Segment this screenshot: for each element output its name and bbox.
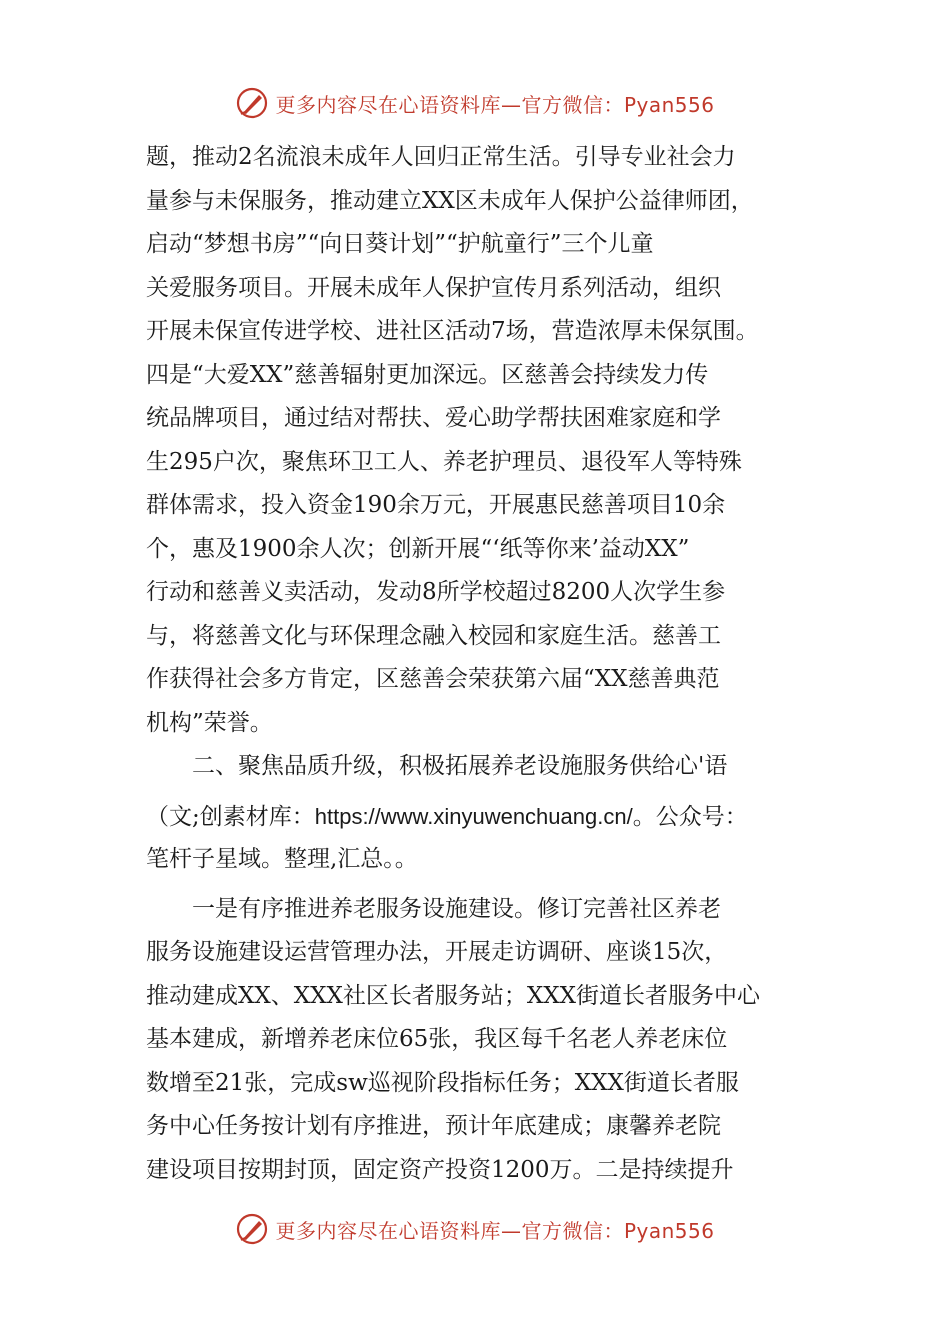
body-line: 行动和慈善义卖活动，发动8所学校超过8200人次学生参 <box>146 579 726 605</box>
body-line: 务中心任务按计划有序推进，预计年底建成；康馨养老院 <box>146 1113 721 1139</box>
body-line: 与，将慈善文化与环保理念融入校园和家庭生活。慈善工 <box>146 622 721 649</box>
body-line: 启动“梦想书房”“向日葵计划”“护航童行”三个儿童 <box>146 231 654 257</box>
body-line: 建设项目按期封顶，固定资产投资1200万。二是持续提升 <box>146 1156 734 1183</box>
header-banner <box>0 83 950 123</box>
body-line: 一是有序推进养老服务设施建设。修订完善社区养老 <box>192 895 721 922</box>
body-line: 关爱服务项目。开展未成年人保护宣传月系列活动，组织 <box>146 274 721 301</box>
body-line: 推动建成XX、XXX社区长者服务站；XXX街道长者服务中心 <box>146 982 760 1009</box>
source-line <box>146 795 808 839</box>
section-heading: 二、聚焦品质升级，积极拓展养老设施服务供给心'语 <box>192 753 728 779</box>
body-line: 基本建成，新增养老床位65张，我区每千名老人养老床位 <box>146 1026 728 1052</box>
body-line: 生295户次，聚焦环卫工人、养老护理员、退役军人等特殊 <box>146 448 742 475</box>
body-line: 数增至21张，完成sw巡视阶段指标任务；XXX街道长者服 <box>146 1069 739 1096</box>
source-prefix: （文;创素材库： <box>146 803 315 830</box>
footer-banner <box>0 1209 950 1249</box>
body-line: 题，推动2名流浪未成年人回归正常生活。引导专业社会力 <box>146 144 736 170</box>
footer-banner-text: 更多内容尽在心语资料库—官方微信：Pyan556 <box>275 1218 715 1243</box>
body-line: 个，惠及1900余人次；创新开展“‘纸等你来’益动XX” <box>146 535 690 562</box>
body-line: 作获得社会多方肯定，区慈善会荣获第六届“XX慈善典范 <box>146 666 720 692</box>
source-line-2: 笔杆子星域。整理,汇总。。 <box>146 846 418 872</box>
body-line: 统品牌项目，通过结对帮扶、爱心助学帮扶困难家庭和学 <box>146 405 721 431</box>
body-line: 开展未保宣传进学校、进社区活动7场，营造浓厚未保氛围。 <box>146 318 759 344</box>
body-line: 量参与未保服务，推动建立XX区未成年人保护公益律师团， <box>146 187 754 214</box>
source-suffix: 。公众号： <box>632 803 748 830</box>
body-line: 机构”荣誉。 <box>146 709 273 736</box>
body-line: 服务设施建设运营管理办法，开展走访调研、座谈15次， <box>146 939 728 965</box>
quill-logo-icon <box>235 1212 269 1246</box>
body-line: 四是“大爱XX”慈善辐射更加深远。区慈善会持续发力传 <box>146 361 709 388</box>
body-line: 群体需求，投入资金190余万元，开展惠民慈善项目10余 <box>146 492 726 518</box>
header-banner-text: 更多内容尽在心语资料库—官方微信：Pyan556 <box>275 92 715 117</box>
document-body <box>146 136 808 1192</box>
quill-logo-icon <box>235 86 269 120</box>
source-url: https://www.xinyuwenchuang.cn/ <box>314 803 633 829</box>
